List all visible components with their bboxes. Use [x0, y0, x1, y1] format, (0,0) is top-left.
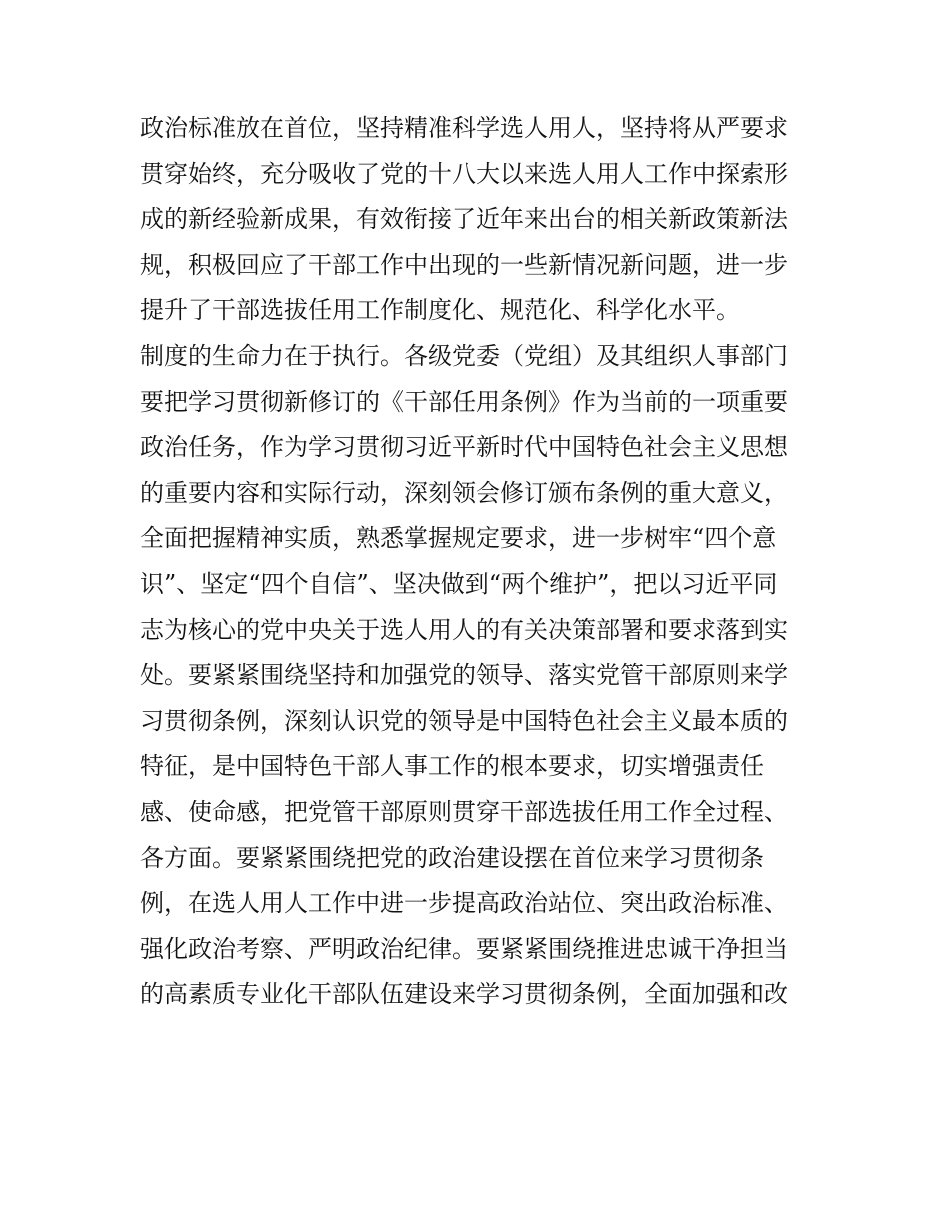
paragraph-line: 特征，是中国特色干部人事工作的根本要求，切实增强责任 [140, 752, 764, 781]
paragraph-line: 感、使命感，把党管干部原则贯穿干部选拔任用工作全过程、 [140, 797, 788, 826]
paragraph-line: 处。要紧紧围绕坚持和加强党的领导、落实党管干部原则来学 [140, 661, 788, 690]
paragraph-1 [140, 106, 830, 334]
paragraph-line: 的重要内容和实际行动，深刻领会修订颁布条例的重大意义， [140, 478, 788, 507]
document-body [140, 106, 830, 1018]
paragraph-line: 全面把握精神实质，熟悉掌握规定要求，进一步树牢“四个意 [140, 524, 777, 553]
paragraph-line: 贯穿始终，充分吸收了党的十八大以来选人用人工作中探索形 [140, 159, 788, 188]
paragraph-line: 政治标准放在首位，坚持精准科学选人用人，坚持将从严要求 [140, 114, 788, 142]
paragraph-line: 提升了干部选拔任用工作制度化、规范化、科学化水平。 [140, 296, 740, 325]
paragraph-line: 制度的生命力在于执行。各级党委（党组）及其组织人事部门 [140, 341, 788, 370]
paragraph-line: 成的新经验新成果，有效衔接了近年来出台的相关新政策新法 [140, 205, 788, 234]
paragraph-line: 政治任务，作为学习贯彻习近平新时代中国特色社会主义思想 [140, 433, 788, 462]
paragraph-line: 各方面。要紧紧围绕把党的政治建设摆在首位来学习贯彻条 [140, 843, 764, 872]
paragraph-line: 识”、坚定“四个自信”、坚决做到“两个维护”，把以习近平同 [140, 569, 778, 598]
paragraph-line: 强化政治考察、严明政治纪律。要紧紧围绕推进忠诚干净担当 [140, 934, 788, 963]
paragraph-2 [140, 334, 830, 1018]
paragraph-line: 习贯彻条例，深刻认识党的领导是中国特色社会主义最本质的 [140, 706, 788, 735]
paragraph-line: 的高素质专业化干部队伍建设来学习贯彻条例，全面加强和改 [140, 980, 788, 1009]
paragraph-line: 要把学习贯彻新修订的《干部任用条例》作为当前的一项重要 [140, 387, 788, 416]
paragraph-line: 志为核心的党中央关于选人用人的有关决策部署和要求落到实 [140, 615, 788, 644]
paragraph-line: 规，积极回应了干部工作中出现的一些新情况新问题，进一步 [140, 250, 788, 279]
paragraph-line: 例，在选人用人工作中进一步提高政治站位、突出政治标准、 [140, 889, 788, 918]
